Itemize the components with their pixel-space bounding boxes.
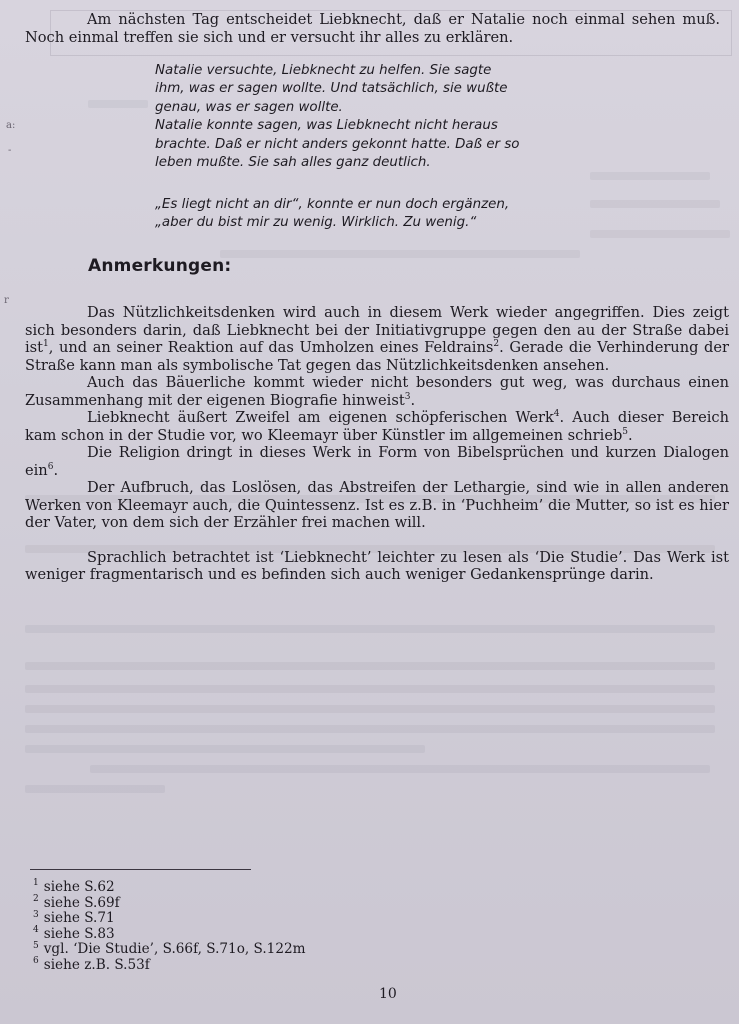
footnote [33, 942, 306, 958]
section-heading: Anmerkungen: [88, 256, 232, 276]
footnote-ref: 3 [404, 391, 411, 402]
footnote-text: siehe S.62 [43, 879, 115, 895]
footnote-text: siehe S.71 [43, 910, 115, 927]
footnote-text: siehe S.83 [43, 925, 115, 942]
quote-line: „aber du bist mir zu wenig. Wirklich. Zu wenig.“ [155, 215, 477, 231]
quote-line: brachte. Daß er nicht anders gekonnt hatte. Daß er so [155, 136, 520, 152]
footnote-ref: 4 [553, 409, 560, 420]
footnote-ref: 5 [622, 426, 629, 437]
quote-line: Natalie konnte sagen, was Liebknecht nicht heraus [155, 118, 498, 134]
margin-mark: r [4, 295, 9, 306]
footnote-number: 1 [33, 878, 39, 889]
quote-line: Natalie versuchte, Liebknecht zu helfen. Sie sagte [155, 63, 492, 78]
footnote-number: 6 [33, 956, 39, 967]
footnote [33, 896, 306, 912]
footnote-number: 5 [33, 940, 39, 951]
quote-block-1 [155, 62, 580, 172]
body-paragraph [25, 304, 729, 374]
intro-paragraph: Am nächsten Tag entscheidet Liebknecht, daß er Natalie noch einmal sehen muß. Noch einmal treffen sie sich und er versucht ihr alles zu erklären. [25, 11, 720, 46]
footnote-ref: 2 [493, 339, 500, 350]
paragraph-text: , und an seiner Reaktion auf das Umholzen eines Feldrains [48, 339, 494, 356]
body-paragraph [25, 549, 729, 584]
paragraph-text: Das Nützlichkeitsdenken wird auch in diesem Werk wieder angegriffen. Dies zeigt sich besonders darin, daß Liebknecht bei der Initiativgruppe gegen den au der Straße dabei ist [25, 304, 729, 356]
footnote [33, 880, 306, 896]
footnote-text: vgl. ‘Die Studie’, S.66f, S.71o, S.122m [43, 941, 306, 958]
paragraph-text: . [53, 461, 59, 479]
margin-mark: - [8, 145, 12, 156]
quote-line: genau, was er sagen wollte. [155, 99, 343, 115]
paragraph-text: Der Aufbruch, das Loslösen, das Abstreifen der Lethargie, sind wie in allen anderen Werken von Kleemayr auch, die Quintessenz. Ist es z.B. in ‘Puchheim’ die Mutter, so ist es hier der Vater, von dem sich der Erzähler frei machen will. [25, 479, 729, 531]
quote-block-2 [155, 196, 580, 233]
footnote-list [33, 880, 306, 974]
quote-line: ihm, was er sagen wollte. Und tatsächlich, sie wußte [155, 81, 508, 97]
body-paragraph [25, 409, 729, 444]
footnote-ref: 1 [43, 339, 49, 350]
paragraph-text: . [410, 391, 416, 409]
paragraph-text: . [628, 426, 633, 444]
quote-line: „Es liegt nicht an dir“, konnte er nun doch ergänzen, [155, 197, 510, 212]
paragraph-text: Auch das Bäuerliche kommt wieder nicht besonders gut weg, was durchaus einen Zusammenhang mit der eigenen Biografie hinweist [25, 374, 729, 409]
paragraph-text: Die Religion dringt in dieses Werk in Form von Bibelsprüchen und kurzen Dialogen ein [25, 444, 729, 479]
footnote-text: siehe S.69f [43, 894, 120, 911]
paragraph-text: Liebknecht äußert Zweifel am eigenen schöpferischen Werk [87, 409, 554, 426]
footnote-number: 3 [33, 909, 39, 920]
footnote [33, 958, 306, 974]
page-number: 10 [379, 986, 397, 1002]
footnote-number: 4 [33, 925, 39, 936]
body-paragraph [25, 444, 729, 479]
footnote [33, 911, 306, 927]
body-paragraph [25, 479, 729, 532]
body-text [25, 304, 729, 584]
margin-mark: a: [6, 120, 16, 131]
footnote-number: 2 [33, 894, 39, 905]
quote-line: leben mußte. Sie sah alles ganz deutlich. [155, 155, 431, 171]
body-paragraph [25, 374, 729, 409]
footnote-text: siehe z.B. S.53f [43, 956, 150, 973]
paragraph-text: . Gerade die Verhinderung der Straße kann man als symbolische Tat gegen das Nützlichkeitsdenken ansehen. [25, 339, 729, 374]
footnote-ref: 6 [47, 461, 54, 472]
paragraph-text: Sprachlich betrachtet ist ‘Liebknecht’ leichter zu lesen als ‘Die Studie’. Das Werk ist weniger fragmentarisch und es befinden sich auch weniger Gedankensprünge darin. [25, 548, 729, 583]
paragraph-text: . Auch dieser Bereich kam schon in der Studie vor, wo Kleemayr über Künstler im allgemeinen schrieb [25, 409, 729, 444]
footnote-separator [30, 869, 251, 870]
